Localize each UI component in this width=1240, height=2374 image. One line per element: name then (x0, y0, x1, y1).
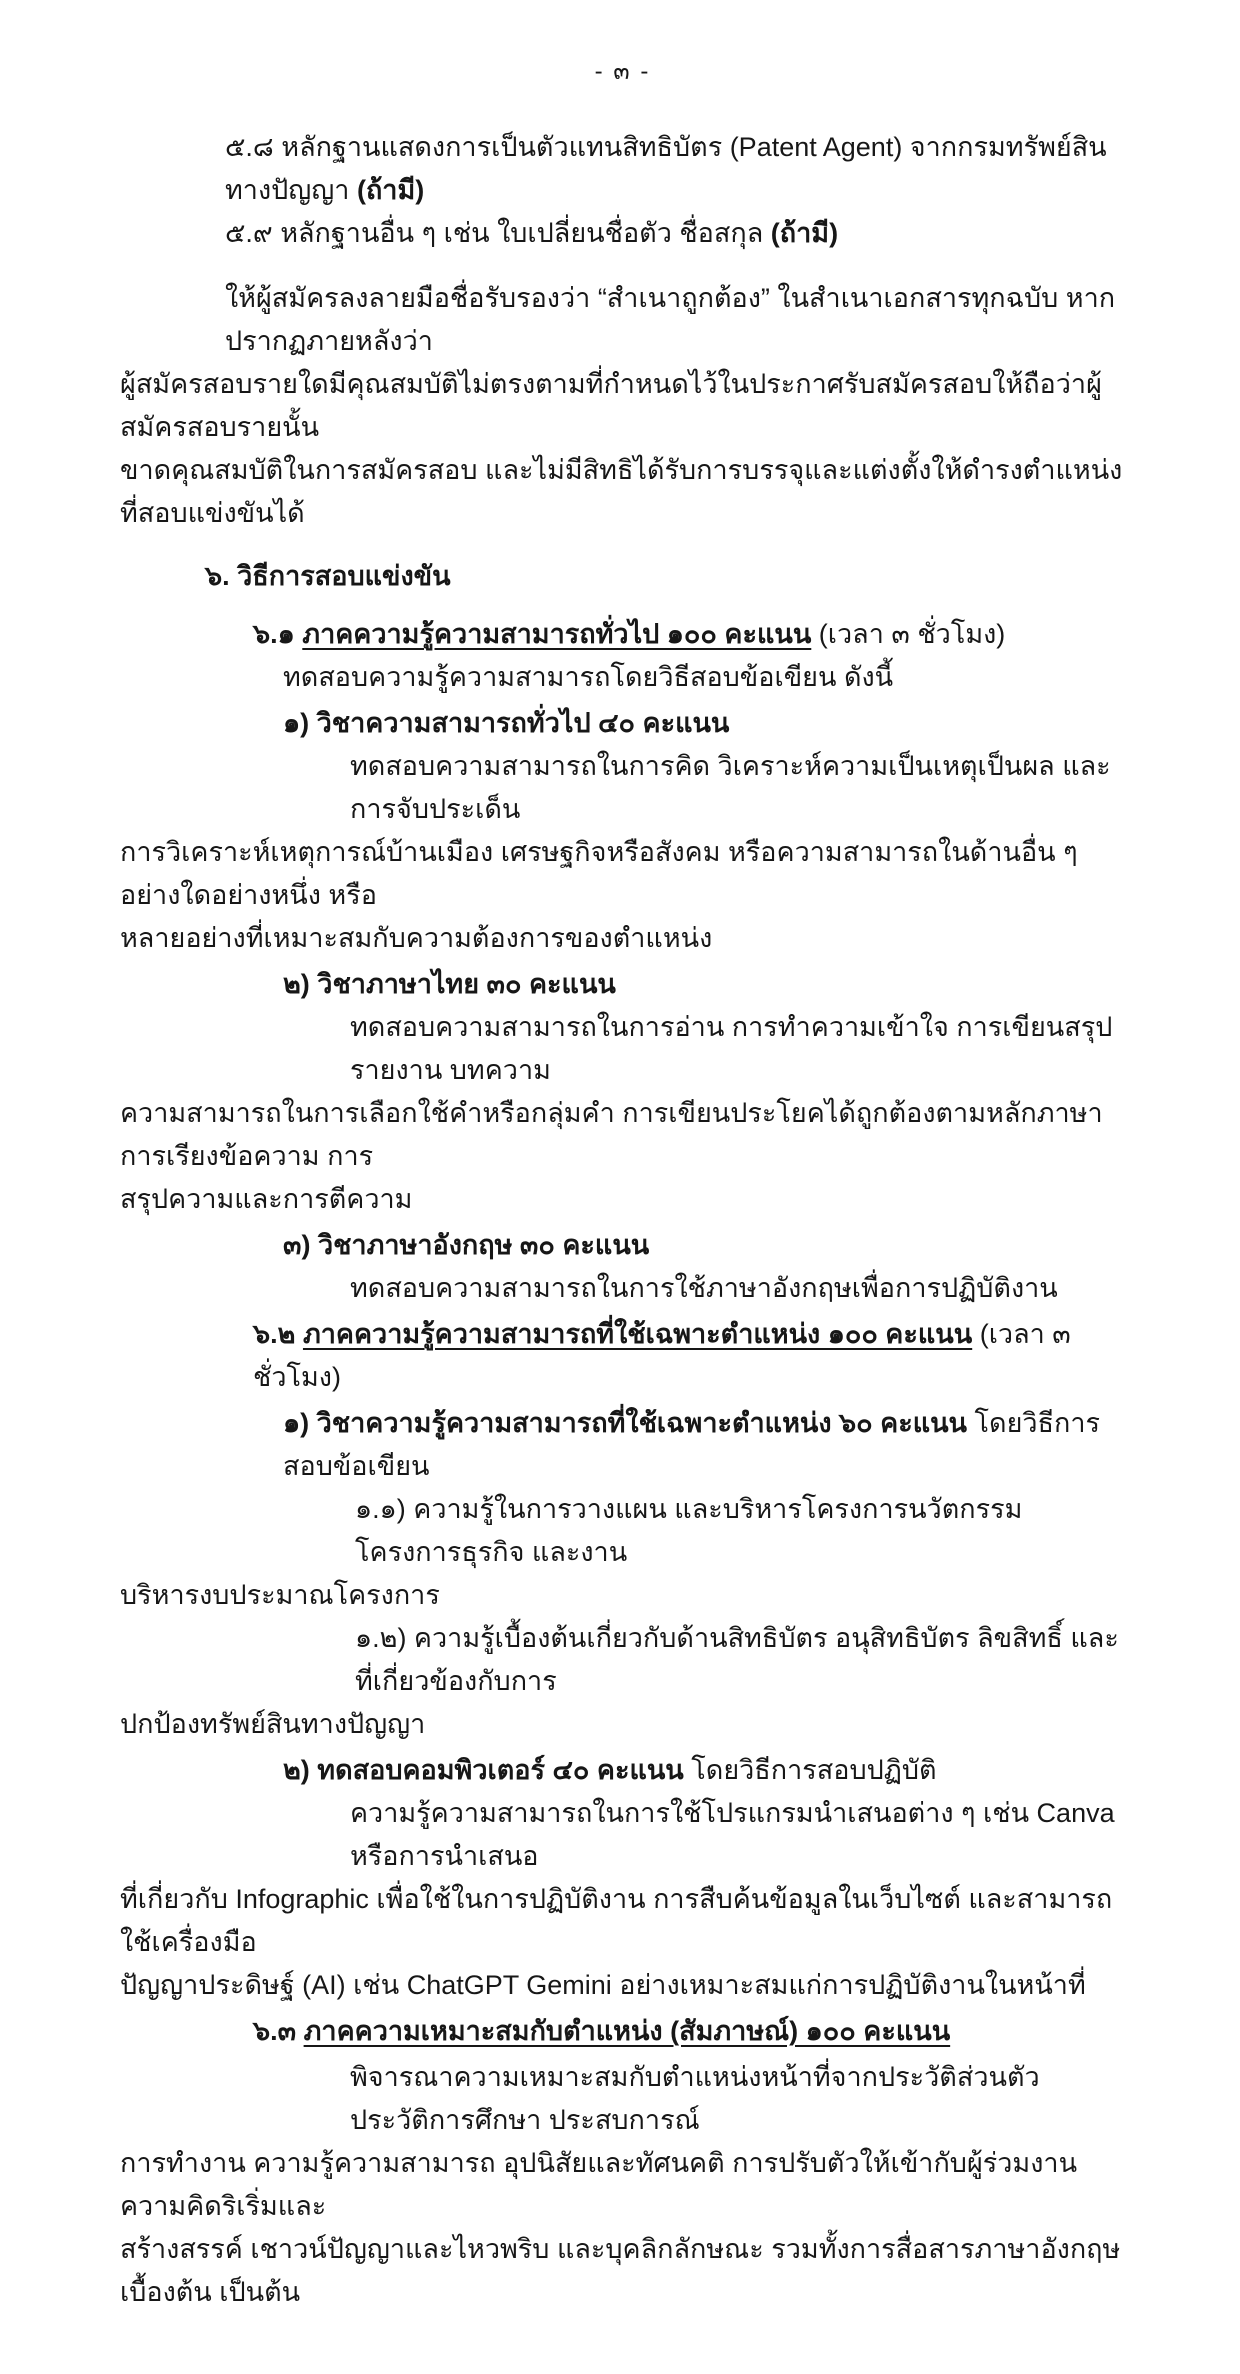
section-6-2-heading (120, 1313, 1125, 1399)
computer-test-paragraph (120, 1792, 1125, 2007)
interview-line-3: สร้างสรรค์ เชาวน์ปัญญาและไหวพริบ และบุคลิกลักษณะ รวมทั้งการสื่อสารภาษาอังกฤษเบื้องต้น เป็นต้น (120, 2234, 1121, 2307)
item-1-2-line-1: ๑.๒) ความรู้เบื้องต้นเกี่ยวกับด้านสิทธิบัตร อนุสิทธิบัตร ลิขสิทธิ์ และที่เกี่ยวข้องกับการ (355, 1623, 1119, 1696)
item-5-8-if-any: (ถ้ามี) (356, 175, 425, 205)
computer-test-heading (120, 1749, 1125, 1792)
certify-line-1: ให้ผู้สมัครลงลายมือชื่อรับรองว่า “สำเนาถูกต้อง” ในสำเนาเอกสารทุกฉบับ หากปรากฏภายหลังว่า (225, 283, 1116, 356)
certify-paragraph (120, 277, 1125, 535)
item-1-2-line-2: ปกป้องทรัพย์สินทางปัญญา (120, 1709, 426, 1739)
specific-subject-1-1 (120, 1488, 1125, 1617)
interview-paragraph (120, 2056, 1125, 2314)
subject-2-line-3: สรุปความและการตีความ (120, 1184, 413, 1214)
section-6-3-number: ๖.๓ (253, 2016, 304, 2046)
subject-2-heading: ๒) วิชาภาษาไทย ๓๐ คะแนน (283, 969, 616, 999)
section-6-1-intro: ทดสอบความรู้ความสามารถโดยวิธีสอบข้อเขียน ดังนี้ (283, 662, 894, 692)
section-6-1-heading (120, 613, 1125, 656)
computer-test-line-3: ปัญญาประดิษฐ์ (AI) เช่น ChatGPT Gemini อย่างเหมาะสมแก่การปฏิบัติงานในหน้าที่ (120, 1970, 1086, 2000)
certify-line-2: ผู้สมัครสอบรายใดมีคุณสมบัติไม่ตรงตามที่กำหนดไว้ในประกาศรับสมัครสอบให้ถือว่าผู้สมัครสอบรายนั้น (120, 369, 1102, 442)
specific-subject-1-2 (120, 1617, 1125, 1746)
item-1-1-line-2: บริหารงบประมาณโครงการ (120, 1580, 440, 1610)
section-6-2-title: ภาคความรู้ความสามารถที่ใช้เฉพาะตำแหน่ง ๑๐๐ คะแนน (302, 1319, 973, 1349)
subject-2-paragraph (120, 1006, 1125, 1221)
subject-2-line-2: ความสามารถในการเลือกใช้คำหรือกลุ่มคำ การเขียนประโยคได้ถูกต้องตามหลักภาษา การเรียงข้อความ การ (120, 1098, 1103, 1171)
computer-test-bold: ๒) ทดสอบคอมพิวเตอร์ ๔๐ คะแนน (283, 1755, 692, 1785)
section-6-heading: ๖. วิธีการสอบแข่งขัน (205, 561, 451, 591)
interview-line-2: การทำงาน ความรู้ความสามารถ อุปนิสัยและทัศนคติ การปรับตัวให้เข้ากับผู้ร่วมงาน ความคิดริเริ่มและ (120, 2148, 1078, 2221)
subject-2-line-1: ทดสอบความสามารถในการอ่าน การทำความเข้าใจ การเขียนสรุปรายงาน บทความ (350, 1012, 1113, 1085)
section-6-1-number: ๖.๑ (253, 619, 303, 649)
section-6-3-heading (120, 2010, 1125, 2053)
computer-test-line-2: ที่เกี่ยวกับ Infographic เพื่อใช้ในการปฏิบัติงาน การสืบค้นข้อมูลในเว็บไซต์ และสามารถใช้เครื่องมือ (120, 1884, 1113, 1957)
interview-line-1: พิจารณาความเหมาะสมกับตำแหน่งหน้าที่จากประวัติส่วนตัว ประวัติการศึกษา ประสบการณ์ (350, 2062, 1040, 2135)
item-5-9-if-any: (ถ้ามี) (770, 218, 839, 248)
subject-3-heading: ๓) วิชาภาษาอังกฤษ ๓๐ คะแนน (283, 1230, 650, 1260)
item-5-9 (120, 212, 1125, 255)
computer-test-line-1: ความรู้ความสามารถในการใช้โปรแกรมนำเสนอต่าง ๆ เช่น Canva หรือการนำเสนอ (350, 1798, 1115, 1871)
section-6-2-number: ๖.๒ (253, 1319, 303, 1349)
section-6-2-duration: (เวลา ๓ ชั่วโมง) (253, 1319, 1071, 1392)
item-5-8-text: ๕.๘ หลักฐานแสดงการเป็นตัวแทนสิทธิบัตร (Patent Agent) จากกรมทรัพย์สินทางปัญญา (225, 132, 1107, 205)
section-6-3-title: ภาคความเหมาะสมกับตำแหน่ง (สัมภาษณ์) ๑๐๐ คะแนน (303, 2016, 951, 2046)
subject-1-line-3: หลายอย่างที่เหมาะสมกับความต้องการของตำแหน่ง (120, 923, 713, 953)
subject-1-line-1: ทดสอบความสามารถในการคิด วิเคราะห์ความเป็นเหตุเป็นผล และการจับประเด็น (350, 751, 1111, 824)
specific-subject-1-heading (120, 1402, 1125, 1488)
computer-test-method: โดยวิธีการสอบปฏิบัติ (691, 1755, 937, 1785)
specific-subject-1-bold: ๑) วิชาความรู้ความสามารถที่ใช้เฉพาะตำแหน่ง ๖๐ คะแนน (283, 1408, 975, 1438)
subject-1-paragraph (120, 745, 1125, 960)
subject-1-line-2: การวิเคราะห์เหตุการณ์บ้านเมือง เศรษฐกิจหรือสังคม หรือความสามารถในด้านอื่น ๆ อย่างใดอย่างหนึ่ง หรือ (120, 837, 1078, 910)
subject-1-heading: ๑) วิชาความสามารถทั่วไป ๔๐ คะแนน (283, 708, 730, 738)
item-5-9-text: ๕.๙ หลักฐานอื่น ๆ เช่น ใบเปลี่ยนชื่อตัว ชื่อสกุล (225, 218, 771, 248)
item-5-8 (120, 126, 1125, 212)
page-number: - ๓ - (594, 58, 651, 85)
specific-subject-1-method: โดยวิธีการสอบข้อเขียน (283, 1408, 1101, 1481)
section-6-1-duration: (เวลา ๓ ชั่วโมง) (811, 619, 1006, 649)
certify-line-3: ขาดคุณสมบัติในการสมัครสอบ และไม่มีสิทธิได้รับการบรรจุและแต่งตั้งให้ดำรงตำแหน่งที่สอบแข่งขันได้ (120, 455, 1123, 528)
section-6-1-title: ภาคความรู้ความสามารถทั่วไป ๑๐๐ คะแนน (302, 619, 812, 649)
item-1-1-line-1: ๑.๑) ความรู้ในการวางแผน และบริหารโครงการนวัตกรรม โครงการธุรกิจ และงาน (355, 1494, 1023, 1567)
subject-3-line-1: ทดสอบความสามารถในการใช้ภาษาอังกฤษเพื่อการปฏิบัติงาน (350, 1273, 1058, 1303)
